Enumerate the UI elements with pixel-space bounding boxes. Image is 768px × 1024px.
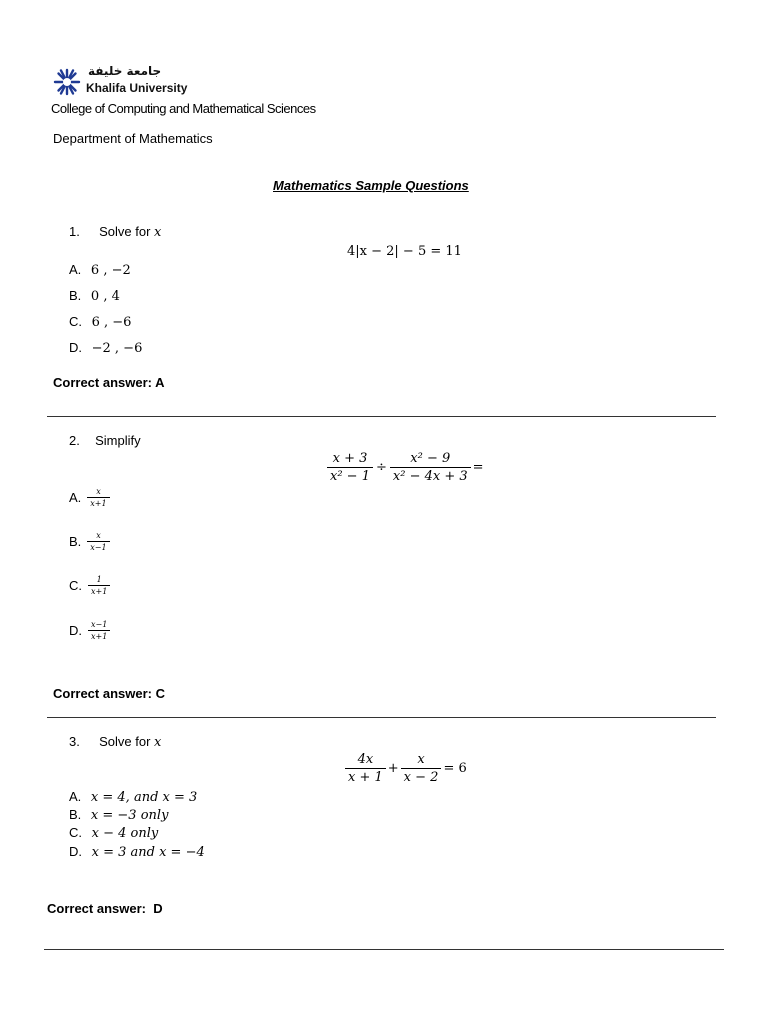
divider [44, 949, 724, 950]
question-1-option-b: B. 0 , 4 [69, 288, 120, 304]
question-3-prompt [69, 734, 161, 750]
question-3-answer: Correct answer: D [47, 901, 163, 916]
department-name: Department of Mathematics [53, 131, 213, 146]
question-2-option-d: D. $\frac{x-1}{x+1}$ [69, 620, 110, 641]
college-name: College of Computing and Mathematical Sciences [51, 101, 316, 116]
logo-arabic-text: جامعة خليفة [88, 64, 162, 78]
university-logo [52, 66, 192, 98]
equation-fraction: $\frac{x + 3}{\text{x² − 1}}$ [327, 451, 373, 484]
question-3-option-b: B. x = −3 only [69, 807, 169, 823]
question-3-equation: $\frac{4x}{x + 1}$ + $\frac{x}{x - 2}$ = 6 [345, 752, 467, 785]
question-2-answer: Correct answer: C [53, 686, 165, 701]
question-3-option-d: D. x = 3 and x = −4 [69, 844, 205, 860]
question-1-prompt [69, 224, 161, 240]
question-variable: x [154, 225, 162, 240]
equation-fraction: $\frac{x}{x - 2}$ [401, 752, 442, 785]
question-text: Solve for [99, 224, 151, 239]
question-number: 1. [69, 224, 80, 239]
question-3-option-a: A. x = 4, and x = 3 [69, 789, 198, 805]
logo-english-text: Khalifa University [86, 81, 188, 95]
divider [47, 416, 716, 417]
question-variable: x [154, 735, 162, 750]
question-1-equation: 4|x − 2| − 5 = 11 [347, 244, 462, 259]
question-1-answer: Correct answer: A [53, 375, 165, 390]
question-2-option-b: B. $\frac{x}{x-1}$ [69, 531, 110, 552]
equation-fraction: $\frac{\text{x² − 9}}{\text{x² − 4x + 3}}$ [390, 451, 471, 484]
question-1-option-c: C. 6 , −6 [69, 314, 132, 330]
question-2-option-c: C. $\frac{1}{x+1}$ [69, 575, 110, 596]
khalifa-logo-icon [52, 67, 82, 97]
question-number: 3. [69, 734, 80, 749]
question-2-equation: $\frac{x + 3}{\text{x² − 1}}$ ÷ $\frac{\text{x² − 9}}{\text{x² − 4x + 3}}$ = [327, 451, 484, 484]
question-2-option-a: A. $\frac{x}{x+1}$ [69, 487, 110, 508]
question-3-option-c: C. x − 4 only [69, 825, 159, 841]
question-number: 2. [69, 433, 80, 448]
page-title: Mathematics Sample Questions [273, 178, 469, 193]
question-2-prompt [69, 433, 141, 448]
question-1-option-d: D. −2 , −6 [69, 340, 143, 356]
equation-fraction: $\frac{4x}{x + 1}$ [345, 752, 386, 785]
divider [47, 717, 716, 718]
question-text: Simplify [95, 433, 141, 448]
question-text: Solve for [99, 734, 151, 749]
question-1-option-a: A. 6 , −2 [69, 262, 131, 278]
